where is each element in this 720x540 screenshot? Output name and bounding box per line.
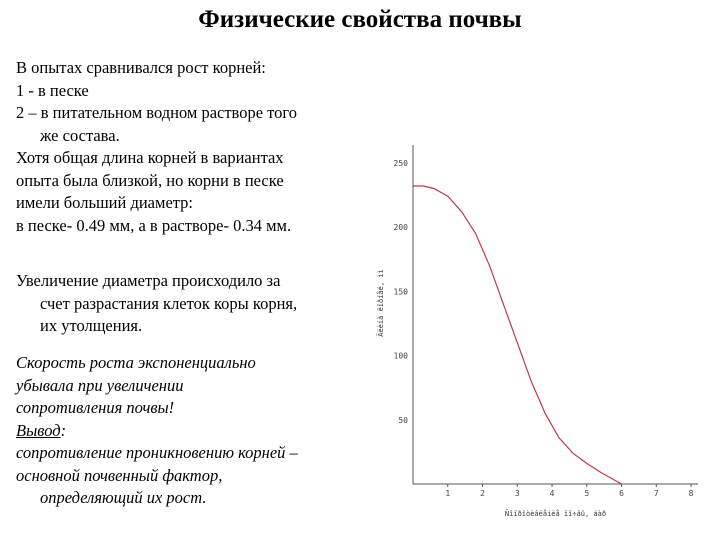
y-tick-label: 250 — [393, 158, 408, 168]
x-axis-label: Ñîïðîòèâëåíèå ïî÷âû, áàð — [504, 510, 607, 518]
x-tick-label: 5 — [584, 489, 590, 498]
y-tick-label: 100 — [393, 351, 408, 361]
chart-axes — [413, 145, 698, 484]
x-tick-label: 8 — [688, 489, 694, 498]
chart-ticks — [394, 159, 694, 498]
y-tick-label: 50 — [398, 415, 408, 425]
conclusion-colon: : — [60, 420, 67, 440]
text-line: в песке- 0.49 мм, а в растворе- 0.34 мм. — [16, 215, 292, 235]
text-line: счет разрастания клеток коры корня, — [40, 293, 298, 313]
text-line: 1 - в песке — [16, 80, 89, 100]
text-line: В опытах сравнивался рост корней: — [16, 58, 266, 77]
text-line: Увеличение диаметра происходило за — [16, 271, 281, 290]
text-line: основной почвенный фактор, — [16, 465, 223, 485]
x-tick-label: 2 — [480, 489, 485, 498]
text-line: Хотя общая длина корней в вариантах — [16, 148, 284, 167]
series-line — [413, 186, 622, 484]
text-line: Скорость роста экспоненциально — [16, 353, 256, 372]
y-tick-label: 200 — [393, 223, 408, 233]
conclusion-word: Вывод — [16, 420, 61, 440]
text-line: опыта была близкой, но корни в песке — [16, 170, 284, 190]
text-line: имели больший диаметр: — [16, 193, 194, 212]
text-line: сопротивления почвы! — [16, 398, 175, 417]
x-tick-label: 6 — [619, 489, 624, 498]
text-line: же состава. — [40, 125, 120, 145]
slide-title: Физические свойства почвы — [198, 6, 522, 33]
text-line: убывала при увеличении — [16, 375, 184, 395]
text-line: сопротивление проникновению корней – — [16, 443, 298, 462]
y-tick-label: 150 — [393, 287, 408, 297]
x-tick-label: 3 — [514, 489, 520, 498]
text-line: их утолщения. — [40, 316, 143, 335]
chart-series — [413, 186, 622, 484]
y-axis-label: Äëèíà êîðíåé, ìì — [377, 269, 385, 337]
x-tick-label: 1 — [445, 489, 451, 498]
text-line: определяющий их рост. — [40, 488, 207, 507]
x-tick-label: 7 — [653, 489, 659, 498]
x-tick-label: 4 — [549, 489, 555, 498]
text-line: 2 – в питательном водном растворе того — [16, 103, 298, 122]
